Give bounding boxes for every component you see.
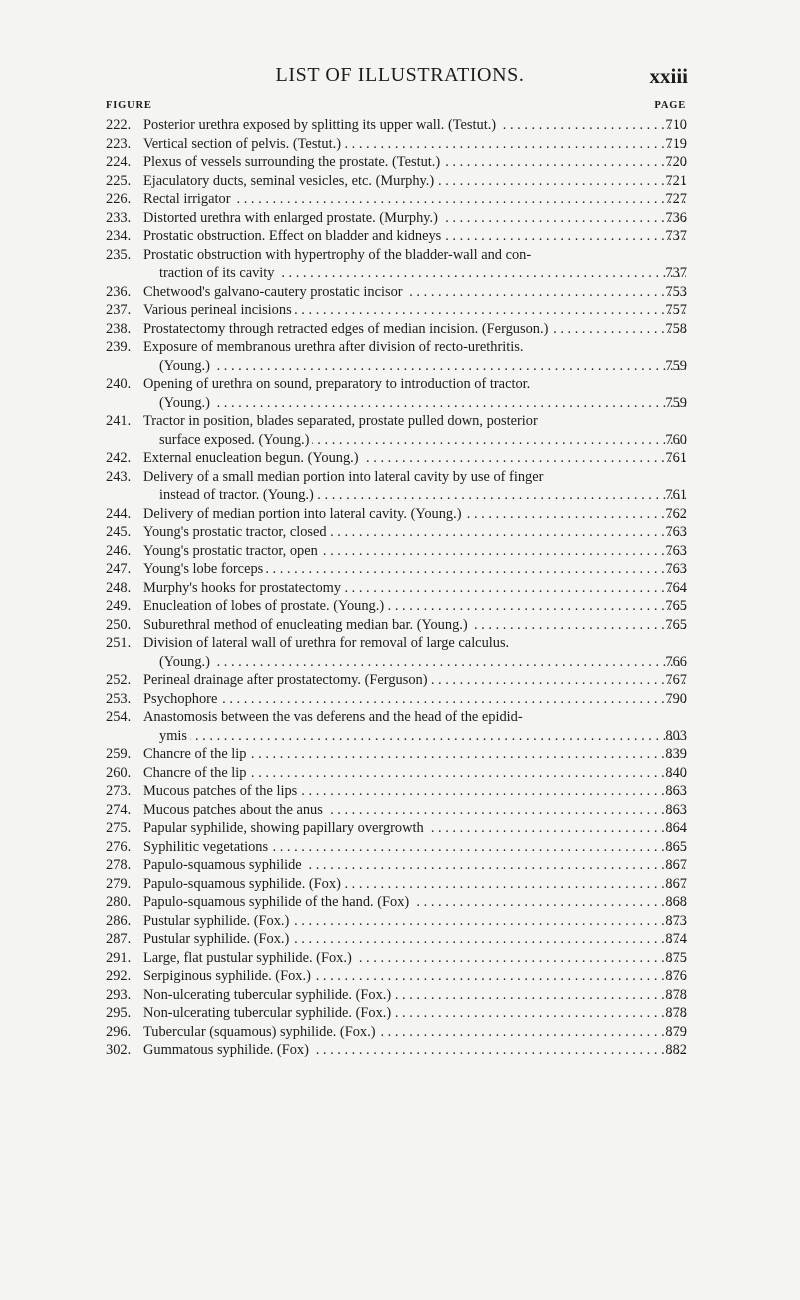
figure-caption: Division of lateral wall of urethra for removal of large calculus. [143, 635, 510, 651]
figure-caption: Non-ulcerating tubercular syphilide. (Fox.) [143, 1005, 394, 1021]
caption-leader [143, 1041, 686, 1060]
page-reference: 762 [665, 505, 687, 522]
figure-caption: Suburethral method of enucleating median bar. (Young.) [143, 617, 471, 633]
figure-caption: Murphy's hooks for prostatectomy [143, 580, 344, 596]
page-reference: 763 [665, 524, 687, 540]
caption-leader [143, 930, 686, 949]
figure-number: 248. [106, 579, 132, 596]
figure-caption: Papulo-squamous syphilide of the hand. (Fox) [143, 894, 412, 910]
caption-leader [143, 301, 686, 320]
figure-number: 242. [106, 450, 132, 466]
list-item [0, 579, 800, 598]
figure-number: 246. [106, 542, 132, 559]
caption-leader [143, 782, 686, 801]
figure-caption: Perineal drainage after prostatectomy. (Ferguson) [143, 672, 431, 688]
list-item [0, 505, 800, 524]
list-item [0, 949, 800, 968]
figure-number: 238. [106, 320, 132, 337]
page-number: xxiii [649, 64, 688, 88]
list-item [0, 801, 800, 820]
figure-number: 224. [106, 154, 132, 170]
list-item [0, 708, 800, 745]
list-item [0, 690, 800, 709]
figure-caption: Gummatous syphilide. (Fox) [143, 1042, 312, 1058]
list-item [0, 967, 800, 986]
figure-caption: Young's prostatic tractor, closed [143, 524, 330, 540]
page-reference: 878 [665, 986, 687, 1003]
figure-caption: Chancre of the lip [143, 765, 250, 781]
caption-leader [143, 209, 686, 228]
figure-caption: Pustular syphilide. (Fox.) [143, 913, 292, 929]
figure-number: 245. [106, 524, 132, 540]
page-reference: 766 [665, 653, 687, 670]
caption-leader [143, 560, 686, 579]
caption-leader [159, 394, 686, 413]
figure-number: 295. [106, 1005, 132, 1021]
caption-leader [143, 505, 686, 524]
list-item [0, 375, 800, 412]
list-item [0, 172, 800, 191]
figure-number: 279. [106, 875, 132, 892]
page-reference: 759 [665, 357, 687, 374]
list-item [0, 745, 800, 764]
page-reference: 719 [665, 135, 687, 152]
figure-number: 254. [106, 709, 132, 725]
figure-caption: Chancre of the lip [143, 746, 250, 762]
caption-leader [143, 838, 686, 857]
figure-caption: Tractor in position, blades separated, prostate pulled down, posterior [143, 413, 538, 429]
list-item [0, 560, 800, 579]
caption-leader [143, 690, 686, 709]
figure-caption: Papular syphilide, showing papillary overgrowth [143, 820, 427, 836]
page-reference: 763 [665, 542, 687, 559]
figure-caption: Ejaculatory ducts, seminal vesicles, etc. (Murphy.) [143, 173, 437, 189]
page-reference: 863 [665, 801, 687, 818]
caption-leader [143, 616, 686, 635]
list-item [0, 283, 800, 302]
figure-number: 296. [106, 1023, 132, 1040]
figure-number: 252. [106, 672, 132, 688]
caption-leader [143, 967, 686, 986]
list-item [0, 912, 800, 931]
caption-leader [143, 523, 686, 542]
caption-leader [143, 542, 686, 561]
list-item [0, 449, 800, 468]
figure-caption: Vertical section of pelvis. (Testut.) [143, 136, 344, 152]
caption-leader [143, 764, 686, 783]
page-reference: 727 [665, 191, 687, 207]
page-reference: 875 [665, 949, 687, 966]
list-item [0, 190, 800, 209]
figure-caption: traction of its cavity [159, 265, 278, 281]
page-title: LIST OF ILLUSTRATIONS. [275, 64, 525, 86]
list-item [0, 320, 800, 339]
page-reference: 868 [665, 894, 687, 910]
figure-caption: Plexus of vessels surrounding the prostate. (Testut.) [143, 154, 443, 170]
list-item [0, 893, 800, 912]
list-item [0, 338, 800, 375]
page-reference: 758 [665, 320, 687, 337]
running-header [0, 64, 800, 94]
list-item [0, 135, 800, 154]
figure-caption: Psychophore [143, 691, 220, 707]
figure-number: 244. [106, 505, 132, 522]
figure-number: 287. [106, 931, 132, 947]
figure-number: 260. [106, 764, 132, 781]
figure-caption: Mucous patches of the lips [143, 783, 300, 799]
figure-caption: Chetwood's galvano-cautery prostatic incisor [143, 284, 406, 300]
list-item [0, 819, 800, 838]
figure-caption: (Young.) [159, 395, 213, 411]
figure-number: 286. [106, 912, 132, 929]
figure-caption: Prostatic obstruction. Effect on bladder and kidneys [143, 228, 444, 244]
list-item [0, 597, 800, 616]
page-reference: 721 [665, 172, 687, 189]
list-item [0, 856, 800, 875]
figure-column-header: FIGURE [106, 100, 152, 111]
caption-leader [143, 912, 686, 931]
figure-caption: Tubercular (squamous) syphilide. (Fox.) [143, 1024, 379, 1040]
page-reference: 867 [665, 875, 687, 892]
page-reference: 737 [665, 265, 687, 281]
page-reference: 753 [665, 283, 687, 300]
caption-leader [143, 172, 686, 191]
figure-caption: ymis [159, 728, 190, 744]
figure-number: 302. [106, 1042, 132, 1058]
page-reference: 873 [665, 912, 687, 929]
figure-number: 237. [106, 302, 132, 318]
figure-caption: Young's lobe forceps [143, 561, 266, 577]
figure-caption: Syphilitic vegetations [143, 839, 271, 855]
list-item [0, 227, 800, 246]
figure-caption: Anastomosis between the vas deferens and the head of the epidid- [143, 709, 523, 725]
figure-number: 253. [106, 690, 132, 707]
caption-leader [143, 893, 686, 912]
caption-leader [143, 856, 686, 875]
figure-number: 250. [106, 616, 132, 633]
figure-number: 275. [106, 820, 132, 836]
page-reference: 736 [665, 209, 687, 226]
caption-leader [159, 357, 686, 376]
figure-caption: Papulo-squamous syphilide. (Fox) [143, 876, 344, 892]
page-reference: 767 [665, 672, 687, 688]
page-reference: 863 [665, 783, 687, 799]
caption-leader [159, 264, 686, 283]
list-item [0, 468, 800, 505]
page-reference: 765 [665, 598, 687, 614]
page-column-header: PAGE [654, 100, 686, 111]
list-item [0, 153, 800, 172]
figure-caption: Non-ulcerating tubercular syphilide. (Fox.) [143, 987, 394, 1003]
figure-number: 278. [106, 857, 132, 873]
list-item [0, 930, 800, 949]
figure-caption: Mucous patches about the anus [143, 802, 326, 818]
figure-caption: Delivery of a small median portion into lateral cavity by use of finger [143, 468, 544, 485]
caption-leader [143, 449, 686, 468]
list-item [0, 1023, 800, 1042]
list-item [0, 764, 800, 783]
figure-number: 259. [106, 746, 132, 762]
figure-number: 292. [106, 968, 132, 984]
caption-leader [143, 283, 686, 302]
caption-leader [143, 986, 686, 1005]
page-reference: 763 [665, 561, 687, 577]
caption-leader [143, 875, 686, 894]
figure-caption: Opening of urethra on sound, preparatory to introduction of tractor. [143, 376, 531, 392]
list-item [0, 246, 800, 283]
page-reference: 764 [665, 579, 687, 596]
figure-number: 226. [106, 191, 132, 207]
figure-number: 249. [106, 598, 132, 614]
page-reference: 803 [665, 727, 687, 744]
page-reference: 840 [665, 764, 687, 781]
page-reference: 759 [665, 394, 687, 411]
caption-leader [143, 116, 686, 135]
figure-number: 223. [106, 135, 132, 152]
page-reference: 867 [665, 857, 687, 873]
figure-number: 222. [106, 117, 132, 133]
list-item [0, 116, 800, 135]
caption-leader [143, 135, 686, 154]
illustration-list [0, 116, 800, 1060]
page-reference: 737 [665, 228, 687, 244]
list-item [0, 838, 800, 857]
figure-caption: Enucleation of lobes of prostate. (Young.) [143, 598, 387, 614]
page-reference: 710 [665, 117, 687, 133]
figure-number: 233. [106, 209, 132, 226]
list-item [0, 616, 800, 635]
caption-leader [143, 745, 686, 764]
caption-leader [143, 819, 686, 838]
figure-number: 273. [106, 783, 132, 799]
caption-leader [143, 801, 686, 820]
page-reference: 876 [665, 968, 687, 984]
figure-caption: Rectal irrigator [143, 191, 234, 207]
list-item [0, 1041, 800, 1060]
caption-leader [143, 579, 686, 598]
caption-leader [159, 486, 686, 505]
caption-leader [143, 671, 686, 690]
figure-number: 293. [106, 986, 132, 1003]
figure-caption: Exposure of membranous urethra after division of recto-urethritis. [143, 339, 524, 355]
figure-caption: External enucleation begun. (Young.) [143, 450, 362, 466]
figure-number: 241. [106, 413, 132, 429]
list-item [0, 412, 800, 449]
page-reference: 864 [665, 820, 687, 836]
caption-leader [143, 1023, 686, 1042]
page-reference: 879 [665, 1023, 687, 1040]
list-item [0, 1004, 800, 1023]
page-reference: 865 [665, 838, 687, 855]
figure-caption: Serpiginous syphilide. (Fox.) [143, 968, 314, 984]
figure-number: 243. [106, 468, 132, 485]
list-item [0, 301, 800, 320]
figure-caption: Posterior urethra exposed by splitting its upper wall. (Testut.) [143, 117, 499, 133]
figure-caption: instead of tractor. (Young.) [159, 487, 317, 503]
figure-number: 280. [106, 894, 132, 910]
list-item [0, 875, 800, 894]
figure-number: 291. [106, 949, 132, 966]
figure-number: 236. [106, 283, 132, 300]
caption-leader [143, 320, 686, 339]
caption-leader [143, 949, 686, 968]
figure-caption: Large, flat pustular syphilide. (Fox.) [143, 950, 355, 966]
page-reference: 720 [665, 154, 687, 170]
figure-caption: Young's prostatic tractor, open [143, 543, 321, 559]
list-item [0, 523, 800, 542]
figure-caption: (Young.) [159, 654, 213, 670]
list-item [0, 782, 800, 801]
caption-leader [143, 190, 686, 209]
page-reference: 757 [665, 302, 687, 318]
figure-number: 247. [106, 561, 132, 577]
caption-leader [143, 153, 686, 172]
caption-leader [159, 727, 686, 746]
figure-number: 234. [106, 228, 132, 244]
figure-caption: (Young.) [159, 358, 213, 374]
figure-number: 274. [106, 801, 132, 818]
page-reference: 882 [665, 1042, 687, 1058]
page-reference: 761 [665, 450, 687, 466]
list-item [0, 671, 800, 690]
figure-number: 251. [106, 635, 132, 651]
figure-caption: Distorted urethra with enlarged prostate. (Murphy.) [143, 210, 441, 226]
page-reference: 878 [665, 1005, 687, 1021]
caption-leader [143, 1004, 686, 1023]
figure-number: 235. [106, 246, 132, 263]
figure-caption: Prostatectomy through retracted edges of median incision. (Ferguson.) [143, 321, 551, 337]
figure-caption: Various perineal incisions [143, 302, 295, 318]
list-item [0, 209, 800, 228]
caption-leader [143, 597, 686, 616]
page-reference: 761 [665, 487, 687, 503]
page-reference: 760 [665, 431, 687, 448]
figure-caption: Papulo-squamous syphilide [143, 857, 305, 873]
list-item [0, 542, 800, 561]
figure-number: 240. [106, 376, 132, 392]
figure-number: 276. [106, 838, 132, 855]
page-reference: 874 [665, 931, 687, 947]
list-item [0, 986, 800, 1005]
figure-caption: Prostatic obstruction with hypertrophy of the bladder-wall and con- [143, 246, 532, 263]
figure-number: 225. [106, 172, 132, 189]
caption-leader [159, 431, 686, 450]
column-headers [106, 100, 686, 114]
figure-caption: Pustular syphilide. (Fox.) [143, 931, 292, 947]
page-reference: 839 [665, 746, 687, 762]
caption-leader [159, 653, 686, 672]
figure-caption: surface exposed. (Young.) [159, 432, 312, 448]
caption-leader [143, 227, 686, 246]
list-item [0, 634, 800, 671]
page-reference: 790 [665, 690, 687, 707]
figure-number: 239. [106, 339, 132, 355]
figure-caption: Delivery of median portion into lateral cavity. (Young.) [143, 506, 465, 522]
page-reference: 765 [665, 616, 687, 633]
